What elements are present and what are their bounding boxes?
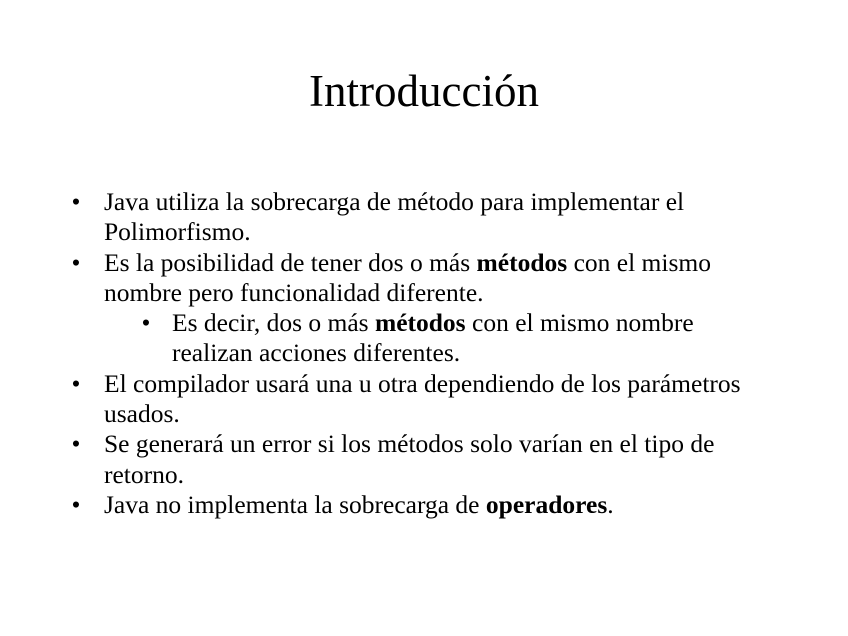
bullet-item-3	[0, 369, 794, 430]
bullet-text: .	[607, 489, 614, 519]
bullet-icon: •	[71, 247, 81, 277]
bullet-text: Java no implementa la sobrecarga de	[104, 489, 486, 519]
bullet-icon: •	[71, 187, 81, 216]
bullet-item-5	[0, 490, 794, 520]
sub-bullet-item-1	[0, 308, 772, 369]
bullet-item-1	[0, 187, 794, 248]
bullet-text: con el mismo nombre realizan acciones diferentes.	[172, 308, 694, 368]
bullet-icon: •	[71, 368, 81, 398]
bullet-icon: •	[71, 489, 81, 519]
bullet-text: El compilador usará una u otra dependiendo de los parámetros usados.	[104, 368, 741, 429]
slide-title: Introducción	[309, 66, 539, 116]
bullet-list	[0, 187, 848, 520]
bullet-item-2	[0, 248, 794, 309]
bullet-icon: •	[141, 308, 151, 338]
bullet-text: con el mismo nombre pero funcionalidad diferente.	[104, 247, 711, 307]
bullet-icon: •	[71, 429, 81, 459]
bullet-text: Es la posibilidad de tener dos o más	[104, 247, 477, 277]
bullet-emphasis: métodos	[476, 247, 568, 277]
bullet-item-4	[0, 429, 794, 490]
bullet-text: Java utiliza la sobrecarga de método para implementar el Polimorfismo.	[104, 187, 685, 247]
bullet-emphasis: métodos	[374, 308, 466, 338]
bullet-text: Se generará un error si los métodos solo varían en el tipo de retorno.	[104, 429, 715, 489]
bullet-text: Es decir, dos o más	[172, 308, 375, 338]
bullet-emphasis: operadores	[485, 489, 608, 519]
